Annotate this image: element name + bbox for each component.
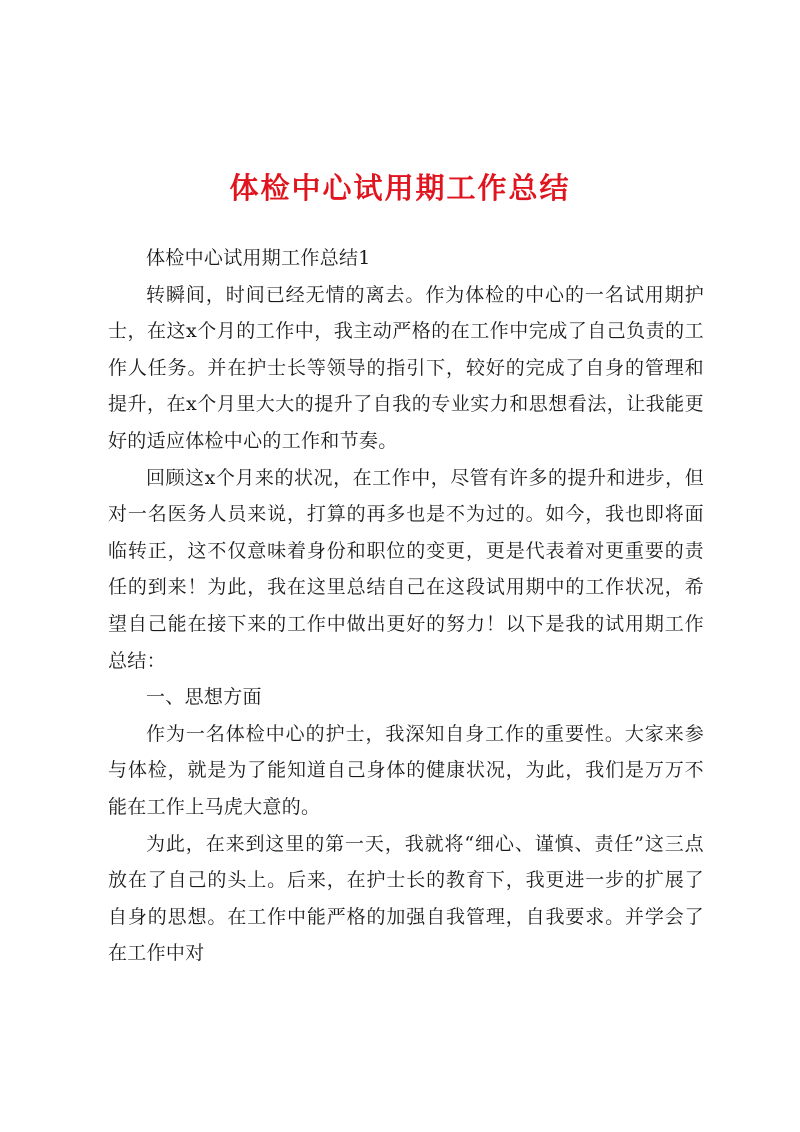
paragraph: 回顾这x个月来的状况，在工作中，尽管有许多的提升和进步，但对一名医务人员来说，打算的再多也是不为过的。如今，我也即将面临转正，这不仅意味着身份和职位的变更，更是代表着对更重要的责任的到来！为此，我在这里总结自己在这段试用期中的工作状况，希望自己能在接下来的工作中做出更好的努力！以下是我的试用期工作总结： bbox=[108, 466, 704, 672]
paragraph: 转瞬间，时间已经无情的离去。作为体检的中心的一名试用期护士，在这x个月的工作中，我主动严格的在工作中完成了自己负责的工作人任务。并在护士长等领导的指引下，较好的完成了自身的管理和提升，在x个月里大大的提升了自我的专业实力和思想看法，让我能更好的适应体检中心的工作和节奏。 bbox=[108, 283, 704, 452]
paragraph: 为此，在来到这里的第一天，我就将“细心、谨慎、责任”这三点放在了自己的头上。后来，在护士长的教育下，我更进一步的扩展了自身的思想。在工作中能严格的加强自我管理，自我要求。并学会了在工作中对 bbox=[108, 832, 704, 965]
section-heading: 一、思想方面 bbox=[146, 686, 262, 709]
paragraph-subtitle: 体检中心试用期工作总结1 bbox=[146, 247, 371, 269]
document-body bbox=[108, 240, 704, 972]
paragraph: 作为一名体检中心的护士，我深知自身工作的重要性。大家来参与体检，就是为了能知道自己身体的健康状况，为此，我们是万万不能在工作上马虎大意的。 bbox=[108, 722, 704, 818]
document-title: 体检中心试用期工作总结 bbox=[229, 171, 571, 205]
